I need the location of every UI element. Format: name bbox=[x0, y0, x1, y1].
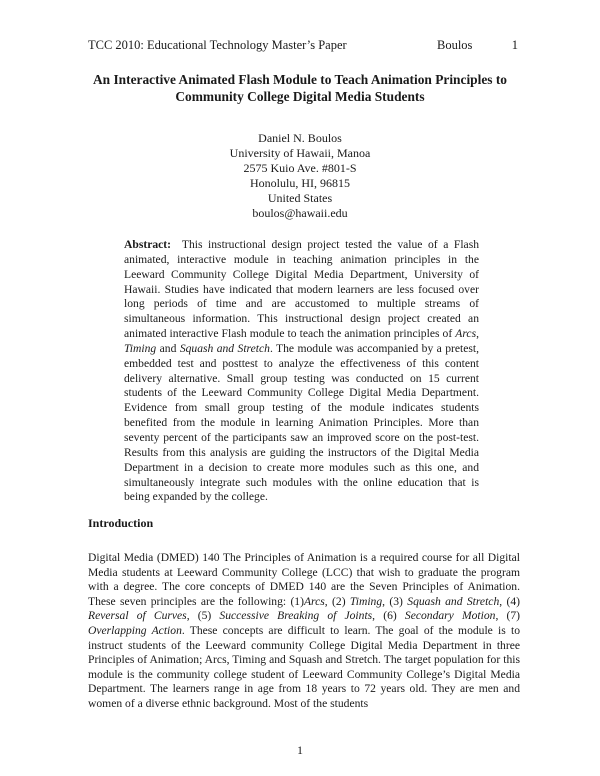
principle-4-name: Reversal of Curves bbox=[88, 609, 187, 623]
abstract-separator-and: and bbox=[159, 341, 177, 355]
principle-1-name: Arcs bbox=[303, 594, 325, 608]
author-street: 2575 Kuio Ave. #801-S bbox=[243, 161, 357, 176]
principle-3-name: Squash and Stretch bbox=[407, 594, 500, 608]
footer-page-number: 1 bbox=[297, 743, 303, 757]
author-country: United States bbox=[267, 191, 333, 206]
intro-text-part1: Digital Media (DMED) 140 The Principles of Animation is a required course for all Digital Media students at Leeward Community College (LCC) that wish to graduate the program with a degree. The core concepts of DMED 140 are the Seven Principles of Animation. These seven principles are the following: (1) bbox=[88, 551, 520, 608]
abstract bbox=[124, 238, 479, 505]
principle-6-name: Secondary Motion bbox=[404, 609, 496, 623]
principle-5-number: (5) bbox=[197, 609, 212, 623]
abstract-separator-comma: , bbox=[476, 327, 479, 341]
author-email: boulos@hawaii.edu bbox=[252, 206, 348, 221]
principle-6-number: (6) bbox=[383, 609, 397, 623]
principle-4-number: (4) bbox=[506, 594, 521, 608]
abstract-term-timing: Timing bbox=[124, 341, 157, 355]
abstract-text-part2: . The module was accompanied by a pretest, embedded test and posttest to analyze the effectiveness of this content delivery alternative. Small group testing was conducted on 15 current students of the Leeward Community College Digital Media Department. Evidence from small group testing of the module indicates students benefited from the module in learning Animation Principles. More than seventy percent of the participants saw an improved score on the post-test. Results from this analysis are guiding the instructors of the Digital Media Department in a decision to create more modules such as this one, and simultaneously integrate such modules with the online education that is being expanded by the college. bbox=[124, 341, 480, 504]
abstract-term-squash-stretch: Squash and Stretch bbox=[179, 341, 270, 355]
running-header bbox=[88, 37, 518, 53]
principle-2-name: Timing bbox=[349, 594, 383, 608]
intro-text-part2: . These concepts are difficult to learn. The goal of the module is to instruct students of the Leeward community College Digital Media Department in three Principles of Animation; Arcs, Timing and Squash and Stretch. The target population for this module is the community college student of Leeward Community College’s Digital Media Department. The learners range in age from 18 years to 72 years old. They are men and women of a diverse ethnic background. Most of the students bbox=[88, 623, 520, 710]
abstract-text-part1: This instructional design project tested the value of a Flash animated, interactive module in teaching animation principles in the Leeward Community College Digital Media Department, University of Hawaii. Studies have indicated that modern learners are less focused over long periods of time and are accustomed to multiple streams of simultaneous information. This instructional design project created an animated interactive Flash module to teach the animation principles of bbox=[124, 238, 479, 341]
principle-2-number: (2) bbox=[332, 594, 346, 608]
header-publication: TCC 2010: Educational Technology Master’s Paper bbox=[88, 38, 347, 52]
principle-7-name: Overlapping Action bbox=[88, 623, 182, 637]
author-city: Honolulu, HI, 96815 bbox=[250, 176, 350, 191]
header-page-number: 1 bbox=[511, 38, 518, 52]
author-name: Daniel N. Boulos bbox=[258, 131, 342, 145]
principle-5-name: Successive Breaking of Joints bbox=[219, 609, 373, 623]
principle-7-number: (7) bbox=[506, 609, 521, 623]
author-block bbox=[150, 131, 450, 222]
author-affiliation: University of Hawaii, Manoa bbox=[229, 146, 371, 161]
principle-3-number: (3) bbox=[389, 594, 403, 608]
paper-title: An Interactive Animated Flash Module to Teach Animation Principles to Community College Digital Media Students bbox=[93, 72, 507, 104]
section-heading-introduction: Introduction bbox=[88, 516, 154, 530]
header-author: Boulos bbox=[437, 38, 473, 52]
abstract-term-arcs: Arcs bbox=[455, 327, 477, 341]
introduction-paragraph: Digital Media (DMED) 140 The Principles of Animation is a required course for all Digital Media students at Leeward Community College (LCC) that wish to graduate the program with a degree. The core concepts of DMED 140 are the Seven Principles of Animation. These seven principles are the following: (1)Arcs, (2) Timing, (3) Squash and Stretch, (4) Reversal of Curves, (5) Successive Breaking of Joints, (6) Secondary Motion, (7) Overlapping Action. These concepts are difficult to learn. The goal of the module is to instruct students of the Leeward community College Digital Media Department in three Principles of Animation; Arcs, Timing and Squash and Stretch. The target population for this module is the community college student of Leeward Community College’s Digital Media Department. The learners range in age from 18 years to 72 years old. They are men and women of a diverse ethnic background. Most of the students bbox=[88, 551, 521, 710]
abstract-label: Abstract: bbox=[124, 238, 172, 251]
